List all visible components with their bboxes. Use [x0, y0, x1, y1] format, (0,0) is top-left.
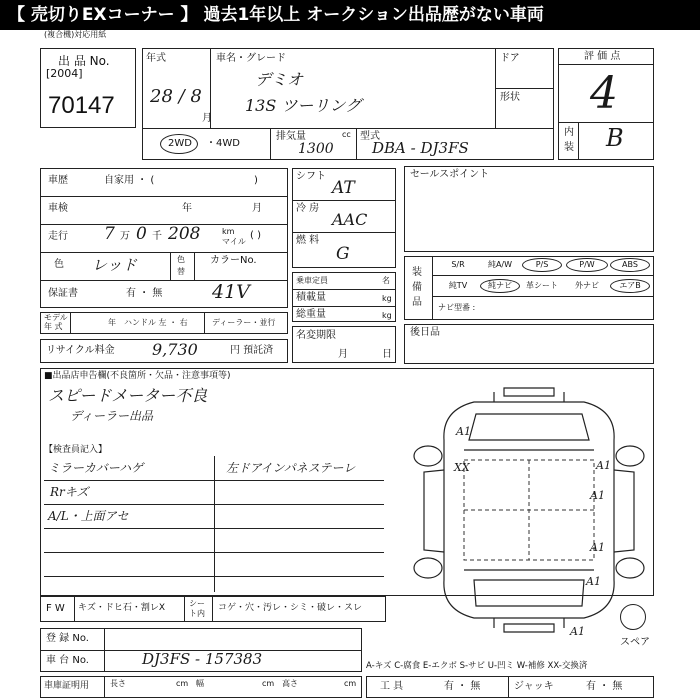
weight-label: 総重量 [296, 309, 326, 320]
tools-options: 有 ・ 無 [444, 681, 481, 692]
weight-unit: kg [382, 311, 392, 320]
year-month-unit: 月 [202, 113, 212, 124]
mileage-mile: マイル [222, 237, 246, 246]
dealer-label: ディーラー・並行 [212, 318, 276, 327]
load-label: 積載量 [296, 292, 326, 303]
year-label: 年式 [146, 53, 166, 64]
dim-length-unit: cm [176, 679, 189, 688]
equip-label-3: 品 [412, 297, 422, 308]
displacement-value: 1300 [298, 141, 334, 157]
damage-mark-a1-rear-right: A1 [590, 541, 605, 554]
equip-sr: S/R [451, 260, 465, 269]
shaken-year: 年 [182, 203, 192, 214]
year-value: 28 / 8 [150, 86, 202, 107]
equip-pw: P/W [566, 258, 608, 272]
jack-options: 有 ・ 無 [586, 681, 623, 692]
warranty-label: 保証書 [48, 288, 78, 299]
capacity-unit: 名 [382, 276, 390, 285]
model-year-label-1: モデル [44, 313, 68, 322]
mileage-value-2: 0 [136, 224, 147, 244]
equip-abs: ABS [610, 258, 650, 272]
dim-height-unit: cm [344, 679, 357, 688]
fuel-label: 燃 料 [296, 235, 320, 246]
mileage-label: 走行 [48, 231, 68, 242]
equip-alloy-wheel: 純A/W [487, 260, 513, 269]
damage-mark-a1-right-side: A1 [590, 489, 605, 502]
jack-label: ジャッキ [514, 681, 554, 692]
color-no-label: カラーNo. [210, 255, 257, 266]
color-change-1: 色 [177, 255, 185, 264]
damage-mark-a1-front-right: A1 [596, 459, 611, 472]
color-change-2: 替 [177, 267, 185, 276]
load-unit: kg [382, 294, 392, 303]
reg-cert-label: 車庫証明用 [44, 681, 90, 691]
recycle-label: リサイクル料金 [46, 345, 115, 356]
color-value: レッド [92, 256, 137, 274]
dim-width-label: 幅 [196, 679, 204, 688]
interior-value: B [606, 124, 624, 152]
equip-label-2: 備 [412, 282, 422, 293]
lot-year-tag: [2004] [46, 67, 83, 80]
model-value: DBA - DJ3FS [372, 139, 469, 157]
inspector-line-2: Rrキズ [50, 485, 89, 499]
equip-leather: 革シート [526, 281, 558, 290]
interior-label-1: 内 [564, 127, 574, 138]
tools-label: 工 具 [380, 681, 404, 692]
grade-value: 13S ツーリング [245, 96, 362, 115]
spare-tire-icon [620, 604, 646, 630]
dim-height-label: 高さ [282, 679, 298, 688]
mileage-value-3: 208 [168, 224, 201, 244]
spare-label: スペア [620, 637, 650, 648]
model-label: 型式 [360, 131, 380, 142]
recycle-value: 9,730 [152, 340, 198, 359]
door-label: ドア [500, 53, 520, 64]
reki-close: ) [254, 175, 258, 186]
score-label: 評 価 点 [584, 51, 621, 62]
damage-mark-a1-front-left: A1 [456, 425, 471, 438]
mileage-sen: 千 [152, 231, 162, 242]
change-day: 日 [382, 349, 392, 360]
damage-mark-a1-bottom: A1 [570, 625, 585, 638]
model-year-label-2: 年 式 [44, 322, 63, 331]
ac-label: 冷 房 [296, 203, 320, 214]
equip-navi: 純ナビ [480, 279, 520, 293]
car-damage-diagram [404, 380, 654, 640]
inspector-label: 【検査員記入】 [44, 445, 108, 455]
shaken-month: 月 [252, 203, 262, 214]
fw-label: F W [46, 603, 65, 614]
mileage-km: km [222, 227, 235, 236]
handle-label: ハンドル 左 ・ 右 [124, 318, 188, 327]
change-month: 月 [338, 349, 348, 360]
equip-ps: P/S [522, 258, 562, 272]
seat-label-1: シー [189, 599, 205, 608]
navi-label: ナビ型番 : [438, 303, 476, 312]
shaken-label: 車検 [48, 203, 68, 214]
drive-2wd: 2WD [168, 138, 192, 149]
displacement-unit: cc [342, 130, 351, 139]
chassis-label: 車 台 No. [46, 655, 89, 666]
seller-note-line-1: スピードメーター不良 [48, 386, 208, 405]
lot-number: 70147 [48, 92, 115, 119]
mileage-man: 万 [120, 231, 130, 242]
reki-label: 車歴 [48, 175, 68, 186]
damage-mark-a1-rear: A1 [586, 575, 601, 588]
dim-length-label: 長さ [110, 679, 126, 688]
name-value: デミオ [255, 70, 304, 89]
shift-value: AT [332, 178, 355, 198]
warranty-options: 有 ・ 無 [126, 288, 163, 299]
seat-label-2: ト内 [189, 609, 205, 618]
after-label: 後日品 [410, 327, 440, 338]
seat-options: コゲ・穴・汚レ・シミ・破レ・スレ [218, 603, 363, 613]
inspector-right-note: 左ドアインパネステーレ [226, 461, 356, 475]
auction-banner: 【 売切りEXコーナー 】 過去1年以上 オークション出品歴がない車両 [0, 0, 700, 30]
inspector-line-3: A/L・上面アセ [48, 509, 129, 523]
recycle-unit: 円 預託済 [230, 345, 274, 356]
ac-value: AAC [332, 210, 368, 229]
interior-label-2: 装 [564, 142, 574, 153]
mileage-paren: ( ) [250, 230, 261, 241]
color-label: 色 [54, 259, 64, 270]
dim-width-unit: cm [262, 679, 275, 688]
name-label: 車名・グレード [216, 53, 286, 64]
sales-label: セールスポイント [410, 169, 490, 180]
damage-legend: A-キズ C-腐食 E-エクボ S-サビ U-凹ミ W-補修 XX-交換済 [366, 661, 588, 671]
model-year-unit: 年 [108, 318, 116, 327]
damage-mark-xx: XX [454, 461, 470, 474]
seller-note-line-2: ディーラー出品 [70, 409, 154, 423]
shape-label: 形状 [500, 92, 520, 103]
change-label: 名変期限 [296, 330, 336, 341]
chassis-value: DJ3FS - 157383 [142, 650, 263, 668]
fuel-value: G [336, 244, 350, 264]
inspector-line-1: ミラーカバーハゲ [48, 461, 144, 475]
seller-notes-label: ■出品店申告欄(不良箇所・欠品・注意事項等) [44, 371, 231, 381]
after-items-block [404, 324, 654, 364]
equip-airbag: エアB [610, 279, 650, 293]
equip-label-1: 装 [412, 267, 422, 278]
color-no-value: 41V [212, 281, 250, 303]
displacement-label: 排気量 [276, 131, 306, 142]
mileage-value-1: 7 [104, 224, 115, 244]
header-note: (複合機)対応用紙 [44, 30, 107, 39]
equip-ext-navi: 外ナビ [575, 281, 599, 290]
drive-4wd: ・4WD [206, 138, 240, 149]
fw-options: キズ・ドヒ石・割レX [78, 603, 165, 613]
reg-no-label: 登 録 No. [46, 633, 89, 644]
score-value: 4 [590, 68, 618, 119]
shift-label: シフト [296, 171, 326, 182]
capacity-label: 乗車定員 [296, 276, 328, 285]
equip-tv: 純TV [448, 281, 468, 290]
reki-options: 自家用 ・ ( [104, 175, 155, 186]
lot-label: 出 品 No. [58, 54, 110, 68]
